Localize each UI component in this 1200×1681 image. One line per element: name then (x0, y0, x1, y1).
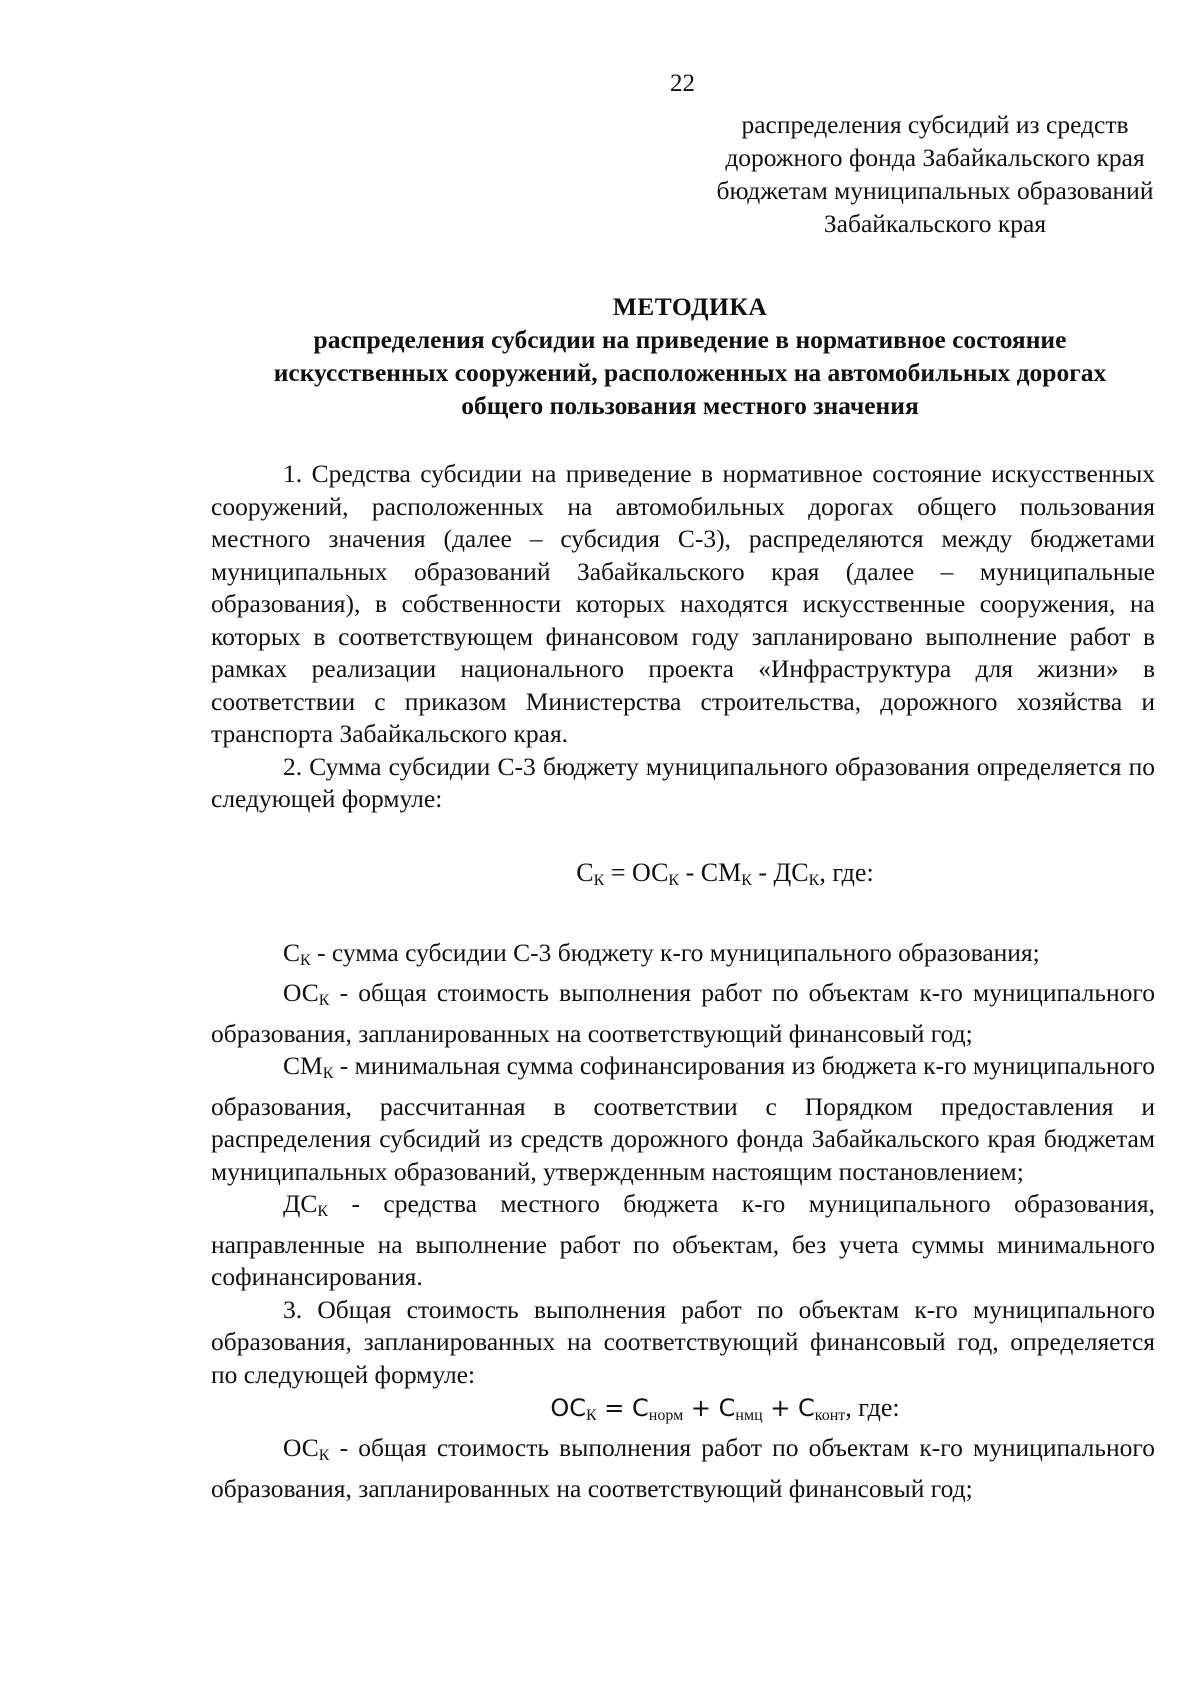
definition-osk: $ОС_К$ - общая стоимость выполнения работ по объектам к-го муниципального образования, запланированных на соответствующий финансовый год; (211, 978, 1155, 1048)
definition-dsk: $ДС_К$ - средства местного бюджета к-го муниципального образования, направленные на выполнение работ по объектам, без учета суммы минимального софинансирования. (211, 1189, 1155, 1291)
formula-subsidy: $С_К = ОС_К - СМ_К - ДС_К$, где: (576, 857, 874, 889)
title-subtitle-line: искусственных сооружений, расположенных на автомобильных дорогах (273, 358, 1107, 387)
paragraph-3: 3. Общая стоимость выполнения работ по объектам к-го муниципального образования, запланированных на соответствующий финансовый год, определяется по следующей формуле: (211, 1294, 1155, 1389)
document-body (211, 458, 1155, 1505)
definition-osk-2: $ОС_К$ - общая стоимость выполнения работ по объектам к-го муниципального образования, запланированных на соответствующий финансовый год; (211, 1433, 1155, 1503)
annex-line: дорожного фонда Забайкальского края (725, 143, 1145, 172)
paragraph-2: 2. Сумма субсидии С-3 бюджету муниципального образования определяется по следующей формуле: (211, 751, 1155, 813)
paragraph-1: 1. Средства субсидии на приведение в нормативное состояние искусственных сооружений, расположенных на автомобильных дорогах общего пользования местного значения (далее – субсидия С-3), распределяются между бюджетами муниципальных образований Забайкальского края (далее – муниципальные образования), в собственности которых находятся искусственные сооружения, на которых в соответствующем финансовом году запланировано выполнение работ в рамках реализации национального проекта «Инфраструктура для жизни» в соответствии с приказом Министерства строительства, дорожного хозяйства и транспорта Забайкальского края. (211, 459, 1155, 748)
title-subtitle-line: общего пользования местного значения (461, 391, 919, 420)
annex-line: бюджетам муниципальных образований (716, 176, 1154, 205)
annex-line: распределения субсидий из средств (741, 110, 1129, 139)
page-number: 22 (670, 70, 695, 97)
title-main: МЕТОДИКА (612, 292, 768, 321)
definition-ck: $С_К$ - сумма субсидии С-3 бюджету к-го муниципального образования; (283, 937, 1040, 969)
formula-total-cost: $ОС_К = С_{норм} + С_{нмц} + С_{конт}$, где: (550, 1393, 900, 1424)
title-subtitle-line: распределения субсидии на приведение в нормативное состояние (313, 325, 1067, 354)
document-title (190, 290, 1190, 422)
annex-heading (660, 108, 1200, 240)
annex-line: Забайкальского края (823, 209, 1047, 238)
definition-smk: $СМ_К$ - минимальная сумма софинансирования из бюджета к-го муниципального образования, рассчитанная в соответствии с Порядком предоставления и распределения субсидий из средств дорожного фонда Забайкальского края бюджетам муниципальных образований, утвержденным настоящим постановлением; (211, 1051, 1155, 1186)
